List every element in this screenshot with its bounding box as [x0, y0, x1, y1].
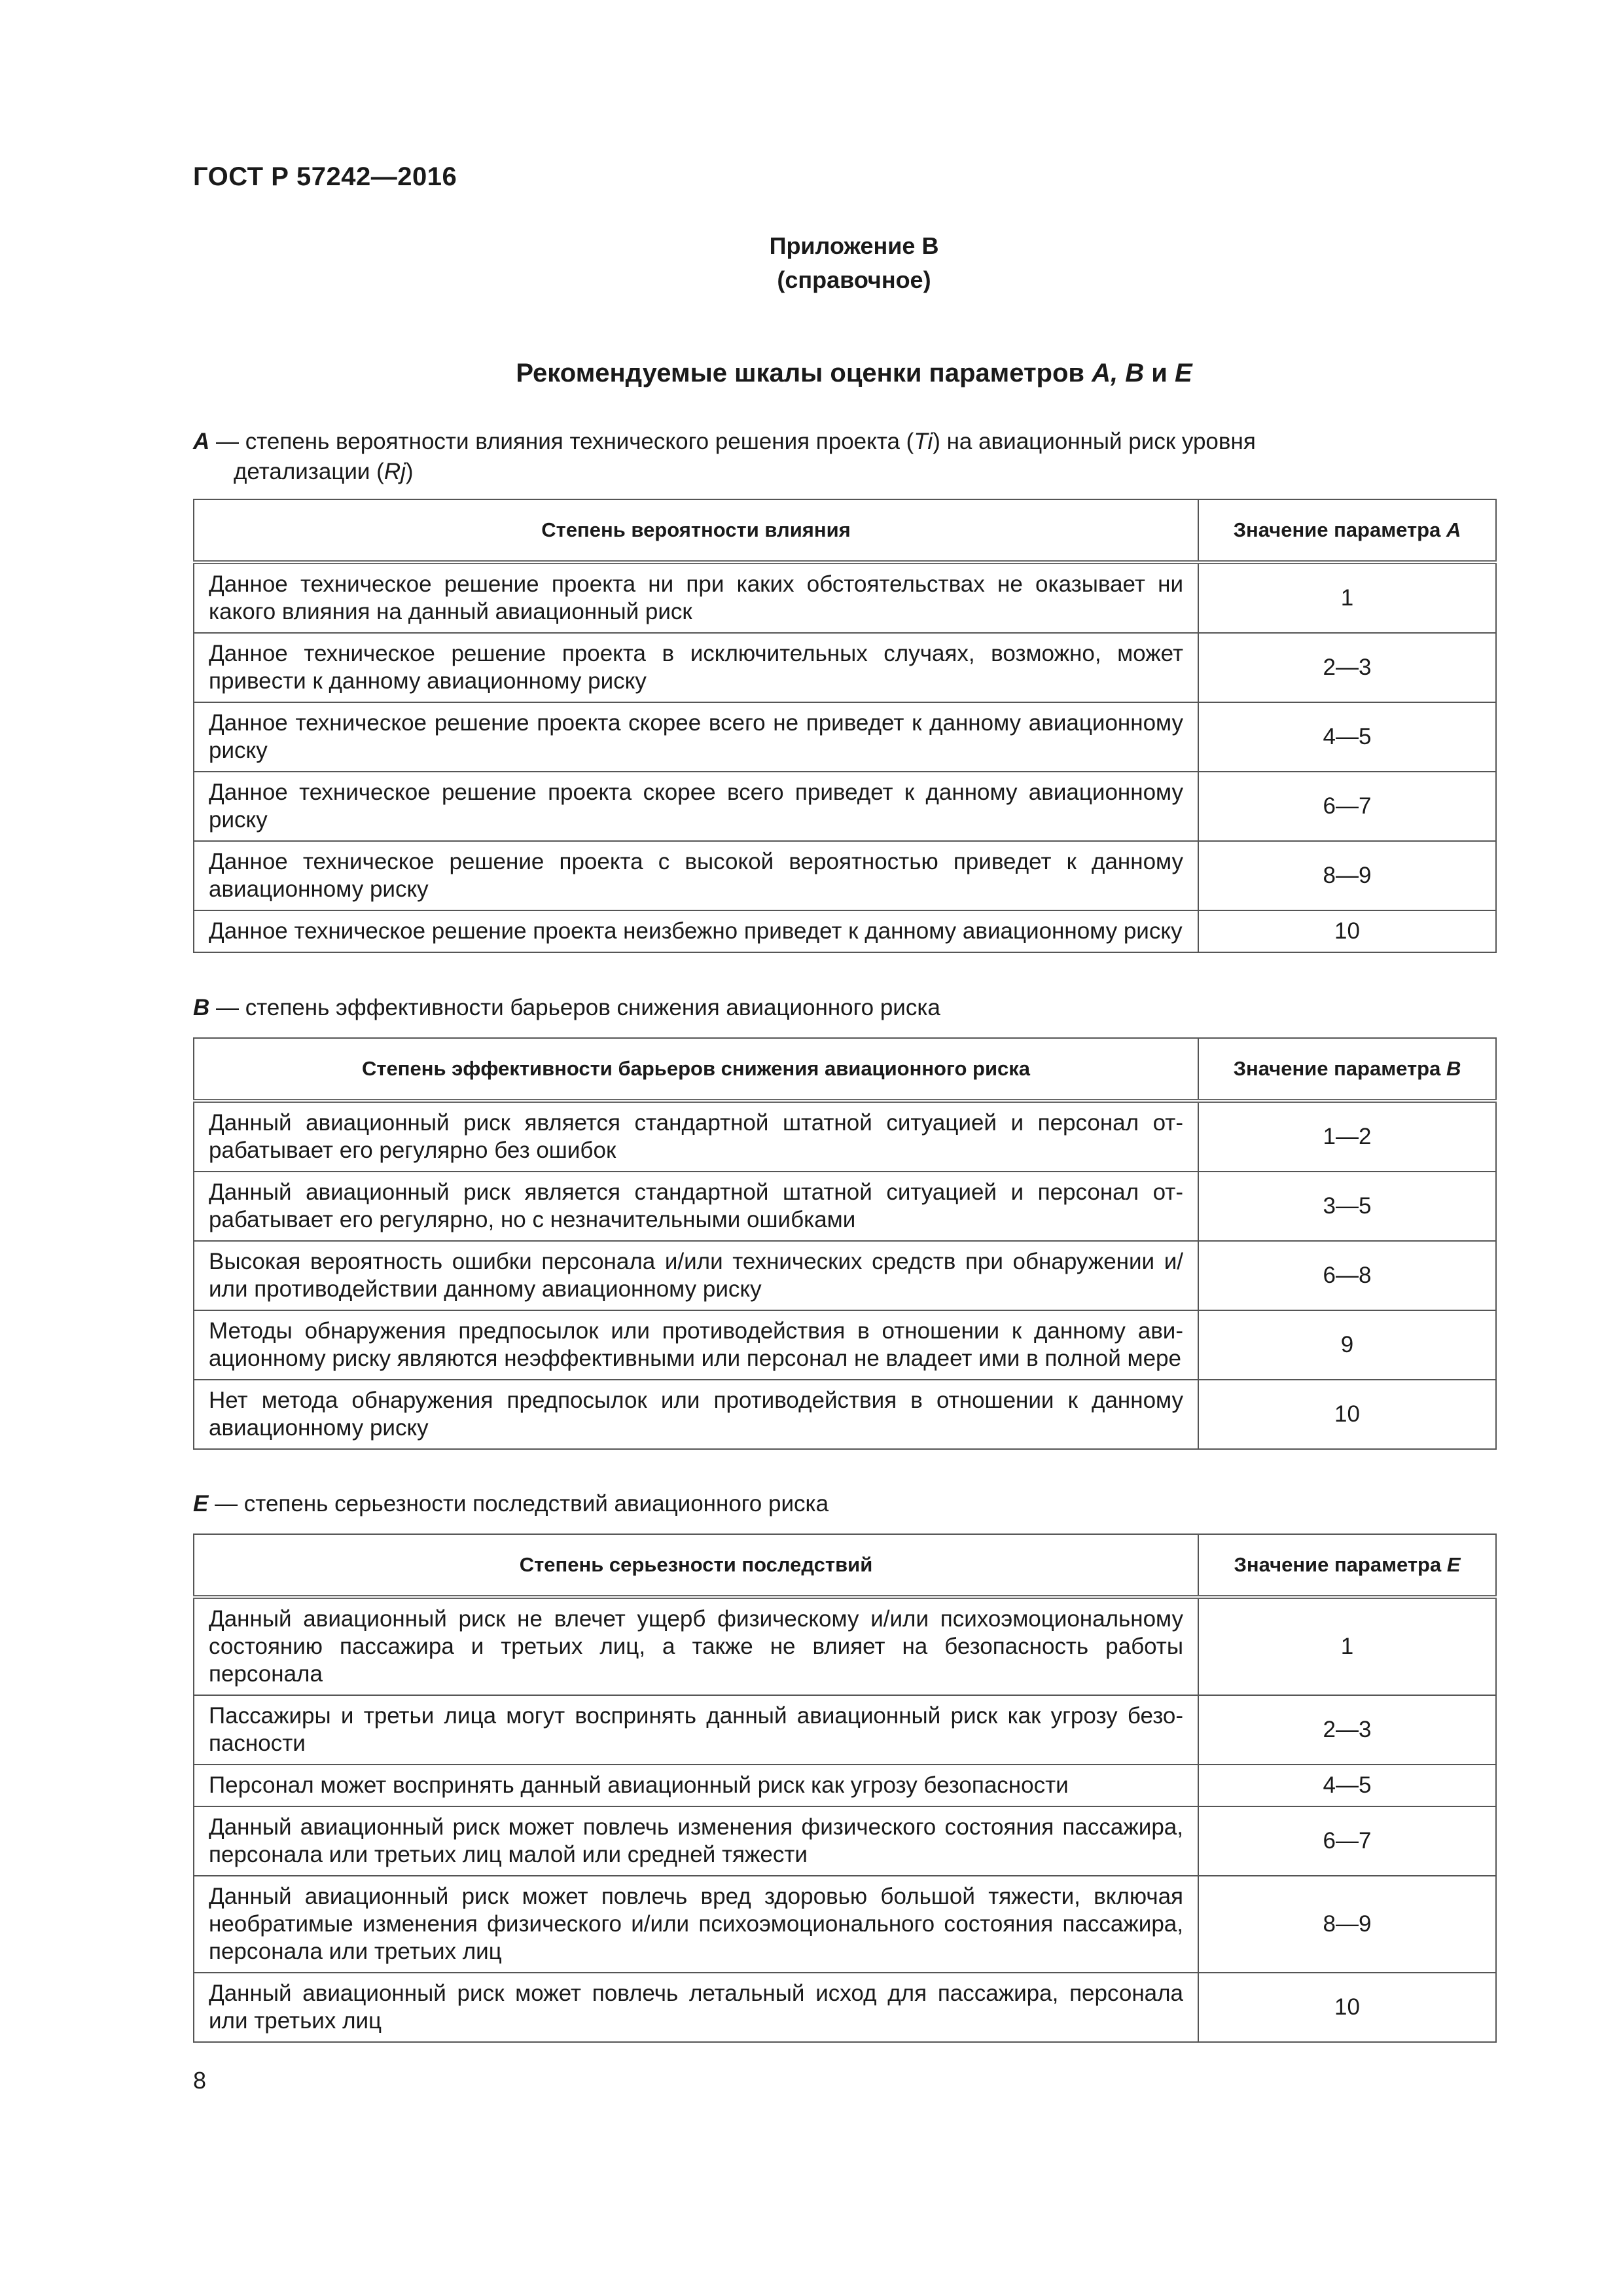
- table-b-body: [194, 1101, 1496, 1449]
- document-title: [0, 359, 1623, 388]
- row-value: 1: [1198, 562, 1496, 633]
- table-row: [194, 633, 1496, 702]
- table-row: [194, 1765, 1496, 1806]
- table-row: [194, 1973, 1496, 2042]
- section-a-rj: Rj: [383, 459, 406, 484]
- table-a-header-desc: Степень вероятности влияния: [194, 499, 1198, 562]
- row-value: 9: [1198, 1310, 1496, 1380]
- row-value: 6—7: [1198, 1806, 1496, 1876]
- table-e: [193, 1534, 1497, 2043]
- section-a-label: A: [193, 429, 210, 454]
- row-description: Высокая вероятность ошибки персонала и/или технических средств при обнаружении и/или противодействии данному авиационному риску: [194, 1241, 1198, 1310]
- section-a-caption: [193, 427, 1495, 487]
- section-a-continuation: [193, 457, 1495, 487]
- row-description: Данное техническое решение проекта в исключительных случаях, возможно, может привести к данному авиационному риску: [194, 633, 1198, 702]
- table-a: [193, 499, 1497, 953]
- row-value: 8—9: [1198, 841, 1496, 910]
- table-e-header-value: [1198, 1534, 1496, 1597]
- table-a-header-row: [194, 499, 1496, 562]
- table-row: [194, 1695, 1496, 1765]
- row-description: Данное техническое решение проекта скорее всего приведет к данному авиационному риску: [194, 772, 1198, 841]
- row-description: Данный авиационный риск является стандартной штатной ситуацией и персонал отрабатывает его регулярно без ошибок: [194, 1101, 1198, 1172]
- standard-designation: ГОСТ Р 57242—2016: [193, 162, 457, 191]
- table-a-header-value: [1198, 499, 1496, 562]
- section-e-caption: [193, 1489, 1495, 1519]
- title-prefix: Рекомендуемые шкалы оценки параметров: [516, 359, 1092, 387]
- row-value: 8—9: [1198, 1876, 1496, 1973]
- row-description: Данный авиационный риск не влечет ущерб физическому и/или психоэмоциональному состоянию пассажира и третьих лиц, а также не влияет на безопасность работы персонала: [194, 1597, 1198, 1695]
- table-row: [194, 841, 1496, 910]
- row-value: 1: [1198, 1597, 1496, 1695]
- row-description: Данное техническое решение проекта с высокой вероятностью приведет к данному авиационному риску: [194, 841, 1198, 910]
- table-row: [194, 1806, 1496, 1876]
- row-value: 3—5: [1198, 1172, 1496, 1241]
- table-row: [194, 772, 1496, 841]
- row-value: 6—7: [1198, 772, 1496, 841]
- table-a-header-param: A: [1446, 518, 1461, 541]
- section-a-ti: Ti: [914, 429, 933, 454]
- row-description: Данное техническое решение проекта неизбежно приведет к данному авиационному риску: [194, 910, 1198, 952]
- row-value: 4—5: [1198, 702, 1496, 772]
- table-b-header-row: [194, 1038, 1496, 1101]
- table-row: [194, 562, 1496, 633]
- table-a-header-value-text: Значение параметра: [1233, 518, 1446, 541]
- row-value: 10: [1198, 1973, 1496, 2042]
- section-b-caption: [193, 993, 1495, 1023]
- section-b-text: — степень эффективности барьеров снижения авиационного риска: [209, 995, 940, 1020]
- row-value: 4—5: [1198, 1765, 1496, 1806]
- section-e-label: E: [193, 1491, 209, 1516]
- row-description: Данное техническое решение проекта ни при каких обстоятельствах не оказывает ни какого влияния на данный авиационный риск: [194, 562, 1198, 633]
- row-description: Данное техническое решение проекта скорее всего не приведет к данному авиационному риску: [194, 702, 1198, 772]
- annex-title: Приложение В: [769, 232, 939, 259]
- section-a-text-3: детализации (: [234, 459, 384, 484]
- table-e-header-row: [194, 1534, 1496, 1597]
- table-b-header-value-text: Значение параметра: [1233, 1057, 1446, 1080]
- row-description: Данный авиационный риск может повлечь изменения физического состояния пассажира, персонала или третьих лиц малой или средней тяжести: [194, 1806, 1198, 1876]
- title-and: и: [1144, 359, 1175, 387]
- page-number: 8: [193, 2067, 207, 2094]
- table-b-header-param: B: [1446, 1057, 1461, 1080]
- section-b-label: B: [193, 995, 210, 1020]
- row-description: Данный авиационный риск является стандартной штатной ситуацией и персонал отрабатывает его регулярно, но с незначительными ошибками: [194, 1172, 1198, 1241]
- title-params: A, B: [1092, 359, 1145, 387]
- row-description: Пассажиры и третьи лица могут воспринять данный авиационный риск как угрозу безопасности: [194, 1695, 1198, 1765]
- title-last-param: E: [1174, 359, 1192, 387]
- table-e-header-value-text: Значение параметра: [1234, 1553, 1447, 1576]
- row-value: 10: [1198, 1380, 1496, 1449]
- row-description: Методы обнаружения предпосылок или противодействия в отношении к данному авиационному риску являются неэффективными или персонал не владеет ими в полной мере: [194, 1310, 1198, 1380]
- row-description: Персонал может воспринять данный авиационный риск как угрозу безопасности: [194, 1765, 1198, 1806]
- table-row: [194, 702, 1496, 772]
- row-value: 6—8: [1198, 1241, 1496, 1310]
- annex-heading: [0, 229, 1623, 297]
- table-b: [193, 1037, 1497, 1450]
- section-a-text-1: — степень вероятности влияния технического решения проекта (: [209, 429, 914, 454]
- table-e-body: [194, 1597, 1496, 2042]
- table-row: [194, 1597, 1496, 1695]
- table-e-header-desc: Степень серьезности последствий: [194, 1534, 1198, 1597]
- section-e-text: — степень серьезности последствий авиационного риска: [208, 1491, 829, 1516]
- table-row: [194, 1241, 1496, 1310]
- table-row: [194, 1876, 1496, 1973]
- table-row: [194, 910, 1496, 952]
- table-row: [194, 1172, 1496, 1241]
- section-a-text-4: ): [405, 459, 414, 484]
- table-row: [194, 1101, 1496, 1172]
- row-value: 2—3: [1198, 633, 1496, 702]
- table-e-header-param: E: [1446, 1553, 1461, 1576]
- annex-status: (справочное): [777, 266, 931, 293]
- table-a-body: [194, 562, 1496, 952]
- row-value: 2—3: [1198, 1695, 1496, 1765]
- table-b-header-desc: Степень эффективности барьеров снижения авиационного риска: [194, 1038, 1198, 1101]
- section-a-text-2: ) на авиационный риск уровня: [933, 429, 1256, 454]
- table-row: [194, 1310, 1496, 1380]
- row-value: 1—2: [1198, 1101, 1496, 1172]
- table-row: [194, 1380, 1496, 1449]
- row-description: Нет метода обнаружения предпосылок или противодействия в отношении к данному авиационному риску: [194, 1380, 1198, 1449]
- table-b-header-value: [1198, 1038, 1496, 1101]
- row-description: Данный авиационный риск может повлечь летальный исход для пассажира, персонала или третьих лиц: [194, 1973, 1198, 2042]
- row-value: 10: [1198, 910, 1496, 952]
- row-description: Данный авиационный риск может повлечь вред здоровью большой тяжести, включая необратимые изменения физического и/или психоэмоционального состояния пассажира, персонала или третьих лиц: [194, 1876, 1198, 1973]
